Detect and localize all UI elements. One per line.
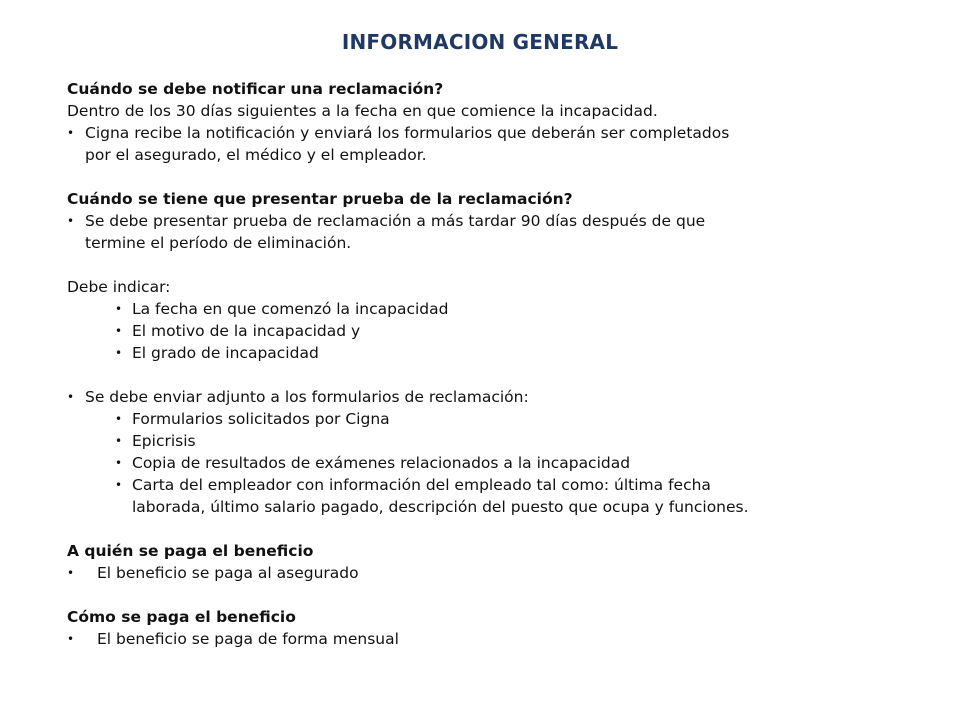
page-title: INFORMACION GENERAL: [341, 30, 619, 54]
bullet-icon: •: [67, 214, 75, 228]
list-item: [67, 122, 927, 144]
list-item-continuation: laborada, último salario pagado, descripción del puesto que ocupa y funciones.: [132, 498, 749, 516]
bullet-icon: •: [115, 302, 123, 316]
bullet-icon: •: [115, 324, 123, 338]
bullet-icon: •: [115, 478, 123, 492]
list-item: [67, 452, 927, 474]
list-item-continuation: termine el período de eliminación.: [85, 234, 352, 252]
list-item-text: El grado de incapacidad: [132, 344, 319, 362]
list-item-text: Se debe presentar prueba de reclamación a más tardar 90 días después de que: [85, 212, 706, 230]
list-item-continuation: por el asegurado, el médico y el empleador.: [85, 146, 427, 164]
bullet-icon: •: [67, 632, 75, 646]
section-heading-notify: Cuándo se debe notificar una reclamación?: [67, 80, 444, 98]
bullet-icon: •: [67, 390, 75, 404]
list-item: [67, 474, 927, 496]
document-body: [67, 78, 927, 650]
indicate-label: Debe indicar:: [67, 278, 171, 296]
list-item-text: Copia de resultados de exámenes relacionados a la incapacidad: [132, 454, 631, 472]
bullet-icon: •: [67, 566, 75, 580]
list-item: [67, 386, 927, 408]
list-item-text: El beneficio se paga al asegurado: [97, 564, 359, 582]
list-item: [67, 430, 927, 452]
list-item: [67, 298, 927, 320]
list-item: [67, 320, 927, 342]
list-item-text: Formularios solicitados por Cigna: [132, 410, 390, 428]
list-item-text: Cigna recibe la notificación y enviará los formularios que deberán ser completados: [85, 124, 730, 142]
list-item-text: El motivo de la incapacidad y: [132, 322, 361, 340]
list-item: [67, 210, 927, 232]
bullet-icon: •: [67, 126, 75, 140]
list-item-text: El beneficio se paga de forma mensual: [97, 630, 399, 648]
list-item-text: Se debe enviar adjunto a los formularios de reclamación:: [85, 388, 529, 406]
section-heading-how: Cómo se paga el beneficio: [67, 608, 296, 626]
list-item-text: Carta del empleador con información del empleado tal como: última fecha: [132, 476, 711, 494]
list-item: [67, 628, 927, 650]
bullet-icon: •: [115, 412, 123, 426]
bullet-icon: •: [115, 456, 123, 470]
section-heading-proof: Cuándo se tiene que presentar prueba de la reclamación?: [67, 190, 573, 208]
bullet-icon: •: [115, 346, 123, 360]
list-item-text: Epicrisis: [132, 432, 196, 450]
list-item: [67, 342, 927, 364]
list-item: [67, 408, 927, 430]
list-item-text: La fecha en que comenzó la incapacidad: [132, 300, 449, 318]
notify-text: Dentro de los 30 días siguientes a la fecha en que comience la incapacidad.: [67, 102, 658, 120]
list-item: [67, 562, 927, 584]
bullet-icon: •: [115, 434, 123, 448]
section-heading-who: A quién se paga el beneficio: [67, 542, 314, 560]
